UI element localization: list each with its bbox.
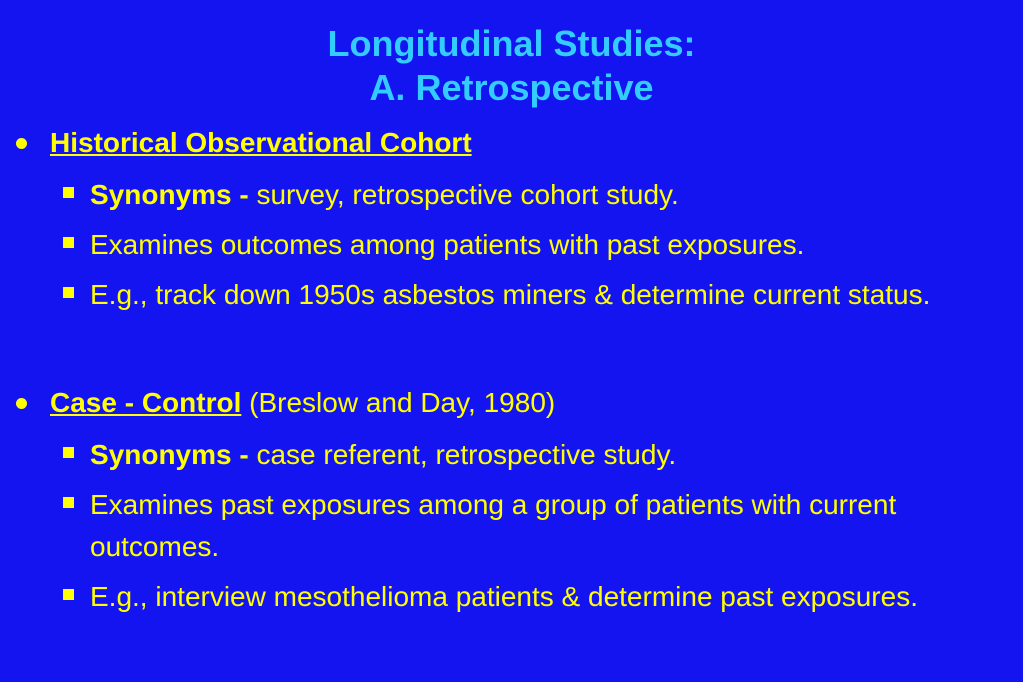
- title-line-2: A. Retrospective: [369, 67, 654, 108]
- bullet-level-1: [0, 126, 1023, 166]
- section-historical-cohort: [0, 126, 1023, 316]
- bullet-item: [0, 224, 1023, 266]
- item-text: E.g., track down 1950s asbestos miners & determine current status.: [90, 279, 931, 310]
- square-bullet-icon: [63, 589, 74, 600]
- item-text: Examines past exposures among a group of patients with current outcomes.: [90, 489, 897, 562]
- round-bullet-icon: [16, 138, 27, 149]
- square-bullet-icon: [63, 447, 74, 458]
- square-bullet-icon: [63, 237, 74, 248]
- square-bullet-icon: [63, 497, 74, 508]
- bullet-item: [0, 576, 1023, 618]
- item-lead: Synonyms -: [90, 439, 249, 470]
- bullet-item: [0, 274, 1023, 316]
- section-heading: Historical Observational Cohort: [50, 127, 472, 158]
- bullet-item: [0, 174, 1023, 216]
- section-case-control: [0, 386, 1023, 618]
- section-suffix: (Breslow and Day, 1980): [241, 387, 556, 418]
- item-text: E.g., interview mesothelioma patients & determine past exposures.: [90, 581, 918, 612]
- item-text: case referent, retrospective study.: [248, 439, 677, 470]
- title-line-1: Longitudinal Studies:: [327, 23, 696, 64]
- square-bullet-icon: [63, 287, 74, 298]
- bullet-level-1: [0, 386, 1023, 426]
- bullet-item: [0, 434, 1023, 476]
- item-text: survey, retrospective cohort study.: [248, 179, 679, 210]
- round-bullet-icon: [16, 398, 27, 409]
- item-lead: Synonyms -: [90, 179, 249, 210]
- square-bullet-icon: [63, 187, 74, 198]
- slide-title: [0, 22, 1023, 110]
- section-heading: Case - Control: [50, 387, 242, 418]
- bullet-item: [0, 484, 1023, 568]
- item-text: Examines outcomes among patients with past exposures.: [90, 229, 805, 260]
